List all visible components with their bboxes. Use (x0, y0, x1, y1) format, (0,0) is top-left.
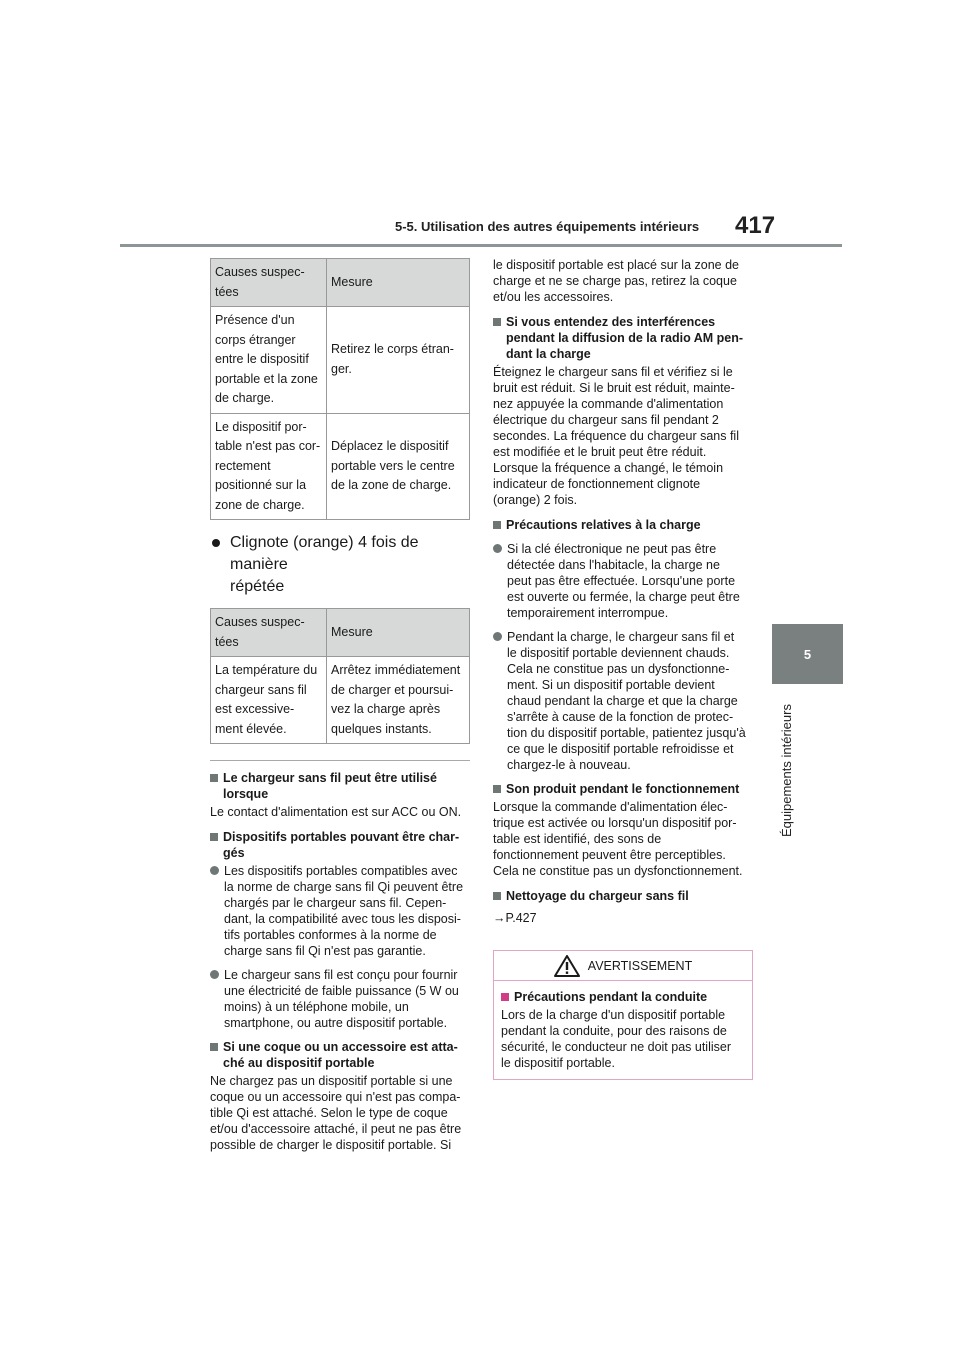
table-header-cell: Mesure (327, 259, 470, 307)
page-reference-link[interactable]: →P.427 (493, 911, 537, 925)
table-header-cell: Mesure (327, 609, 470, 657)
section-heading: Si vous entendez des interférences pendant la diffusion de la radio AM pen- dant la charge (493, 314, 753, 362)
square-bullet-icon (501, 993, 509, 1001)
paragraph: Le contact d'alimentation est sur ACC ou ON. (210, 805, 462, 819)
chapter-label: Équipements intérieurs (779, 704, 794, 837)
section-heading: Nettoyage du chargeur sans fil (493, 888, 753, 904)
bullet-heading: Clignote (orange) 4 fois de manière répétée (210, 532, 470, 598)
header-rule (120, 244, 842, 247)
bullet-dot-icon (212, 539, 220, 547)
square-bullet-icon (493, 785, 501, 793)
square-bullet-icon (493, 521, 501, 529)
table-row (211, 413, 470, 520)
warning-subheading: Précautions pendant la conduite (501, 989, 746, 1005)
table-header-cell: Causes suspec- tées (211, 259, 327, 307)
chapter-number: 5 (803, 646, 812, 662)
table-cell: La température du chargeur sans fil est excessive- ment élevée. (211, 657, 327, 744)
circle-bullet-icon (210, 970, 219, 979)
page-number: 417 (735, 212, 776, 239)
section-heading: Si une coque ou un accessoire est atta- ché au dispositif portable (210, 1039, 470, 1071)
table-header-cell: Causes suspec- tées (211, 609, 327, 657)
table-header-row (211, 259, 470, 307)
chapter-tab[interactable] (772, 624, 843, 684)
list-item: Le chargeur sans fil est conçu pour fournir une électricité de faible puissance (5 W ou moins) à un téléphone mobile, un smartphone, ou autre dispositif portable. (210, 967, 470, 1031)
right-column (493, 257, 753, 1080)
square-bullet-icon (210, 833, 218, 841)
table-header-row (211, 609, 470, 657)
circle-bullet-icon (210, 866, 219, 875)
paragraph: le dispositif portable est placé sur la zone de charge et ne se charge pas, retirez la coque et/ou les accessoires. (493, 258, 739, 304)
section-heading: Précautions relatives à la charge (493, 517, 753, 533)
section-heading: Le chargeur sans fil peut être utilisé lorsque (210, 770, 470, 802)
warning-text: Lors de la charge d'un dispositif portable pendant la conduite, pour des raisons de sécurité, le conducteur ne doit pas utiliser le dispositif portable. (501, 1008, 731, 1070)
paragraph: Ne chargez pas un dispositif portable si une coque ou un accessoire qui n'est pas compa- tible Qi est attaché. Selon le type de coque et/ou d'accessoire attaché, il peut ne pas être possible de charger le dispositif portable. Si (210, 1074, 462, 1152)
table-row (211, 307, 470, 414)
section-title: 5-5. Utilisation des autres équipements intérieurs (395, 219, 700, 234)
square-bullet-icon (210, 774, 218, 782)
paragraph: Lorsque la commande d'alimentation élec- trique est activée ou lorsqu'un dispositif por- table est identifié, des sons de fonctionnement peuvent être perceptibles. Cela ne constitue pas un dysfonctionnement. (493, 800, 743, 878)
causes-table-2 (210, 608, 470, 744)
table-row (211, 657, 470, 744)
table-cell: Arrêtez immédiatement de charger et poursui- vez la charge après quelques instants. (327, 657, 470, 744)
section-heading: Dispositifs portables pouvant être char- gés (210, 829, 470, 861)
warning-title: AVERTISSEMENT (587, 958, 693, 973)
paragraph: Éteignez le chargeur sans fil et vérifiez si le bruit est réduit. Si le bruit est réduit, mainte- nez appuyée la commande d'alimentation électrique du chargeur sans fil pendant 2 secondes. La fréquence du chargeur sans fil est modifiée et le bruit peut être réduit. Lorsque la fréquence a changé, le témoin indicateur de fonctionnement clignote (orange) 2 fois. (493, 365, 739, 507)
square-bullet-icon (493, 318, 501, 326)
chapter-label-container (779, 692, 799, 842)
causes-table-1 (210, 258, 470, 520)
circle-bullet-icon (493, 632, 502, 641)
left-column (210, 258, 470, 1162)
warning-body (494, 981, 752, 1079)
list-item: Si la clé électronique ne peut pas être détectée dans l'habitacle, la charge ne peut pas être effectuée. Lorsqu'une porte est ouverte ou fermée, la charge peut être temporairement interrompue. (493, 541, 753, 621)
table-cell: Déplacez le dispositif portable vers le centre de la zone de charge. (327, 413, 470, 520)
warning-triangle-icon (554, 955, 580, 977)
list-item: Pendant la charge, le chargeur sans fil et le dispositif portable deviennent chauds. Cela ne constitue pas un dysfonctionne- ment. Si un dispositif portable devient chaud pendant la charge et que la charge s'arrête à cause de la fonction de protec- tion du dispositif portable, patientez jusqu'à ce que le dispositif portable refroidisse et chargez-le à nouveau. (493, 629, 753, 773)
square-bullet-icon (210, 1043, 218, 1051)
warning-header (494, 951, 752, 981)
table-cell: Le dispositif por- table n'est pas cor- rectement positionné sur la zone de charge. (211, 413, 327, 520)
table-cell: Présence d'un corps étranger entre le dispositif portable et la zone de charge. (211, 307, 327, 414)
square-bullet-icon (493, 892, 501, 900)
warning-box (493, 950, 753, 1080)
table-cell: Retirez le corps étran- ger. (327, 307, 470, 414)
circle-bullet-icon (493, 544, 502, 553)
list-item: Les dispositifs portables compatibles avec la norme de charge sans fil Qi peuvent être chargés par le chargeur sans fil. Cepen- dant, la compatibilité avec tous les disposi- tifs portables conformes à la norme de charge sans fil Qi n'est pas garantie. (210, 863, 470, 959)
section-heading: Son produit pendant le fonctionnement (493, 781, 753, 797)
section-divider (210, 760, 470, 761)
